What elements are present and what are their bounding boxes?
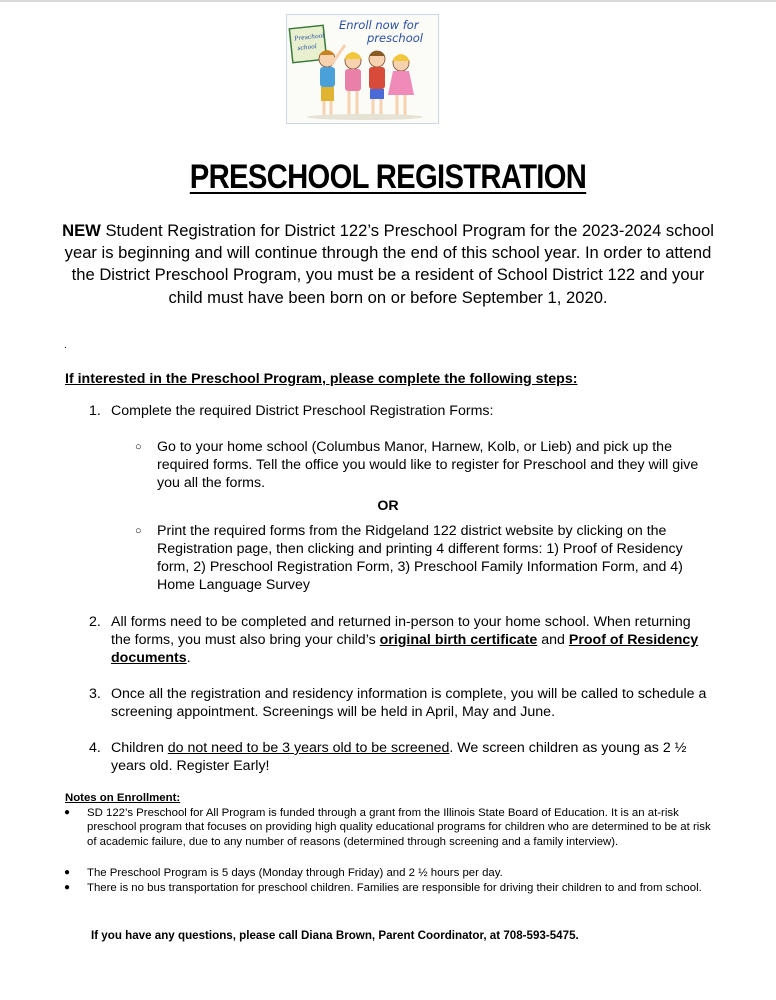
intro-paragraph (62, 220, 714, 309)
page-top-border (0, 0, 776, 2)
bullet-icon: ● (64, 867, 71, 878)
step-text-end: . (186, 650, 191, 666)
step-4 (89, 739, 721, 775)
notes-heading: Notes on Enrollment: (65, 792, 181, 804)
step-number: 2. (89, 614, 101, 630)
step-1-option-2 (135, 522, 717, 594)
step-text: Once all the registration and residency information is complete, you will be called to schedule a screening appointment. Screenings will be held in April, May and June. (111, 686, 707, 720)
or-separator: OR (377, 498, 399, 514)
step-number: 3. (89, 686, 101, 702)
proof-of-residency-emphasis: Proof of Residency documents (111, 632, 699, 666)
contact-footer: If you have any questions, please call Diana Brown, Parent Coordinator, at 708-593-5475. (91, 929, 579, 942)
enroll-logo (286, 14, 439, 124)
note-text: SD 122’s Preschool for All Program is funded through a grant from the Illinois State Board of Education. It is an at-risk preschool program that focuses on providing high quality educational programs for children who are determined to be at risk of academic failure, due to any number of reasons (determined through screening and a family interview). (87, 807, 711, 848)
page-title: PRESCHOOL REGISTRATION (189, 158, 587, 196)
circle-bullet-icon: ○ (135, 441, 142, 453)
enroll-text-line2: preschool (367, 31, 423, 45)
step-text: All forms need to be completed and returned in-person to your home school. When returning the forms, you must also bring your child’s (111, 614, 691, 648)
circle-bullet-icon: ○ (135, 525, 142, 537)
step-1-option-1 (135, 438, 717, 492)
step-number: 4. (89, 740, 101, 756)
note-text: The Preschool Program is 5 days (Monday through Friday) and 2 ½ hours per day. (87, 867, 503, 879)
board-text-1: Preschool (294, 32, 325, 43)
step-3 (89, 685, 711, 721)
step-text-end: . We screen children as young as 2 ½ years old. Register Early! (111, 740, 687, 774)
intro-body: Student Registration for District 122’s Preschool Program for the 2023-2024 school year is beginning and will continue through the end of this school year. In order to attend the District Preschool Program, you must be a resident of School District 122 and your child must have been born on or before September 1, 2020. (64, 221, 714, 307)
children-at-chalkboard-illustration (287, 15, 438, 123)
option-text: Print the required forms from the Ridgeland 122 district website by clicking on the Registration page, then clicking and printing 4 different forms: 1) Proof of Residency form, 2) Preschool Registration Form, 3) Preschool Family Information Form, and 4) Home Language Survey (157, 523, 683, 593)
step-1 (89, 402, 731, 420)
enroll-text-line1: Enroll now for (339, 18, 419, 32)
step-number: 1. (89, 403, 101, 419)
birth-certificate-emphasis: original birth certificate (379, 632, 538, 648)
stray-dot: . (64, 340, 67, 351)
bullet-icon: ● (64, 807, 71, 818)
age-emphasis: do not need to be 3 years old to be screened (167, 740, 450, 756)
board-text-2: school (297, 43, 318, 53)
note-item (64, 806, 712, 849)
note-item (64, 866, 712, 880)
note-text: There is no bus transportation for preschool children. Families are responsible for driving their children to and from school. (87, 882, 702, 894)
bullet-icon: ● (64, 882, 71, 893)
step-2 (89, 613, 701, 667)
intro-bold-lead: NEW (62, 221, 101, 240)
step-text: Complete the required District Preschool Registration Forms: (111, 403, 494, 419)
steps-heading: If interested in the Preschool Program, please complete the following steps: (65, 371, 578, 387)
step-text: Children (111, 740, 168, 756)
option-text: Go to your home school (Columbus Manor, Harnew, Kolb, or Lieb) and pick up the required forms. Tell the office you would like to register for Preschool and they will give you all the forms. (157, 439, 699, 491)
step-text-join: and (537, 632, 569, 648)
note-item (64, 881, 712, 895)
